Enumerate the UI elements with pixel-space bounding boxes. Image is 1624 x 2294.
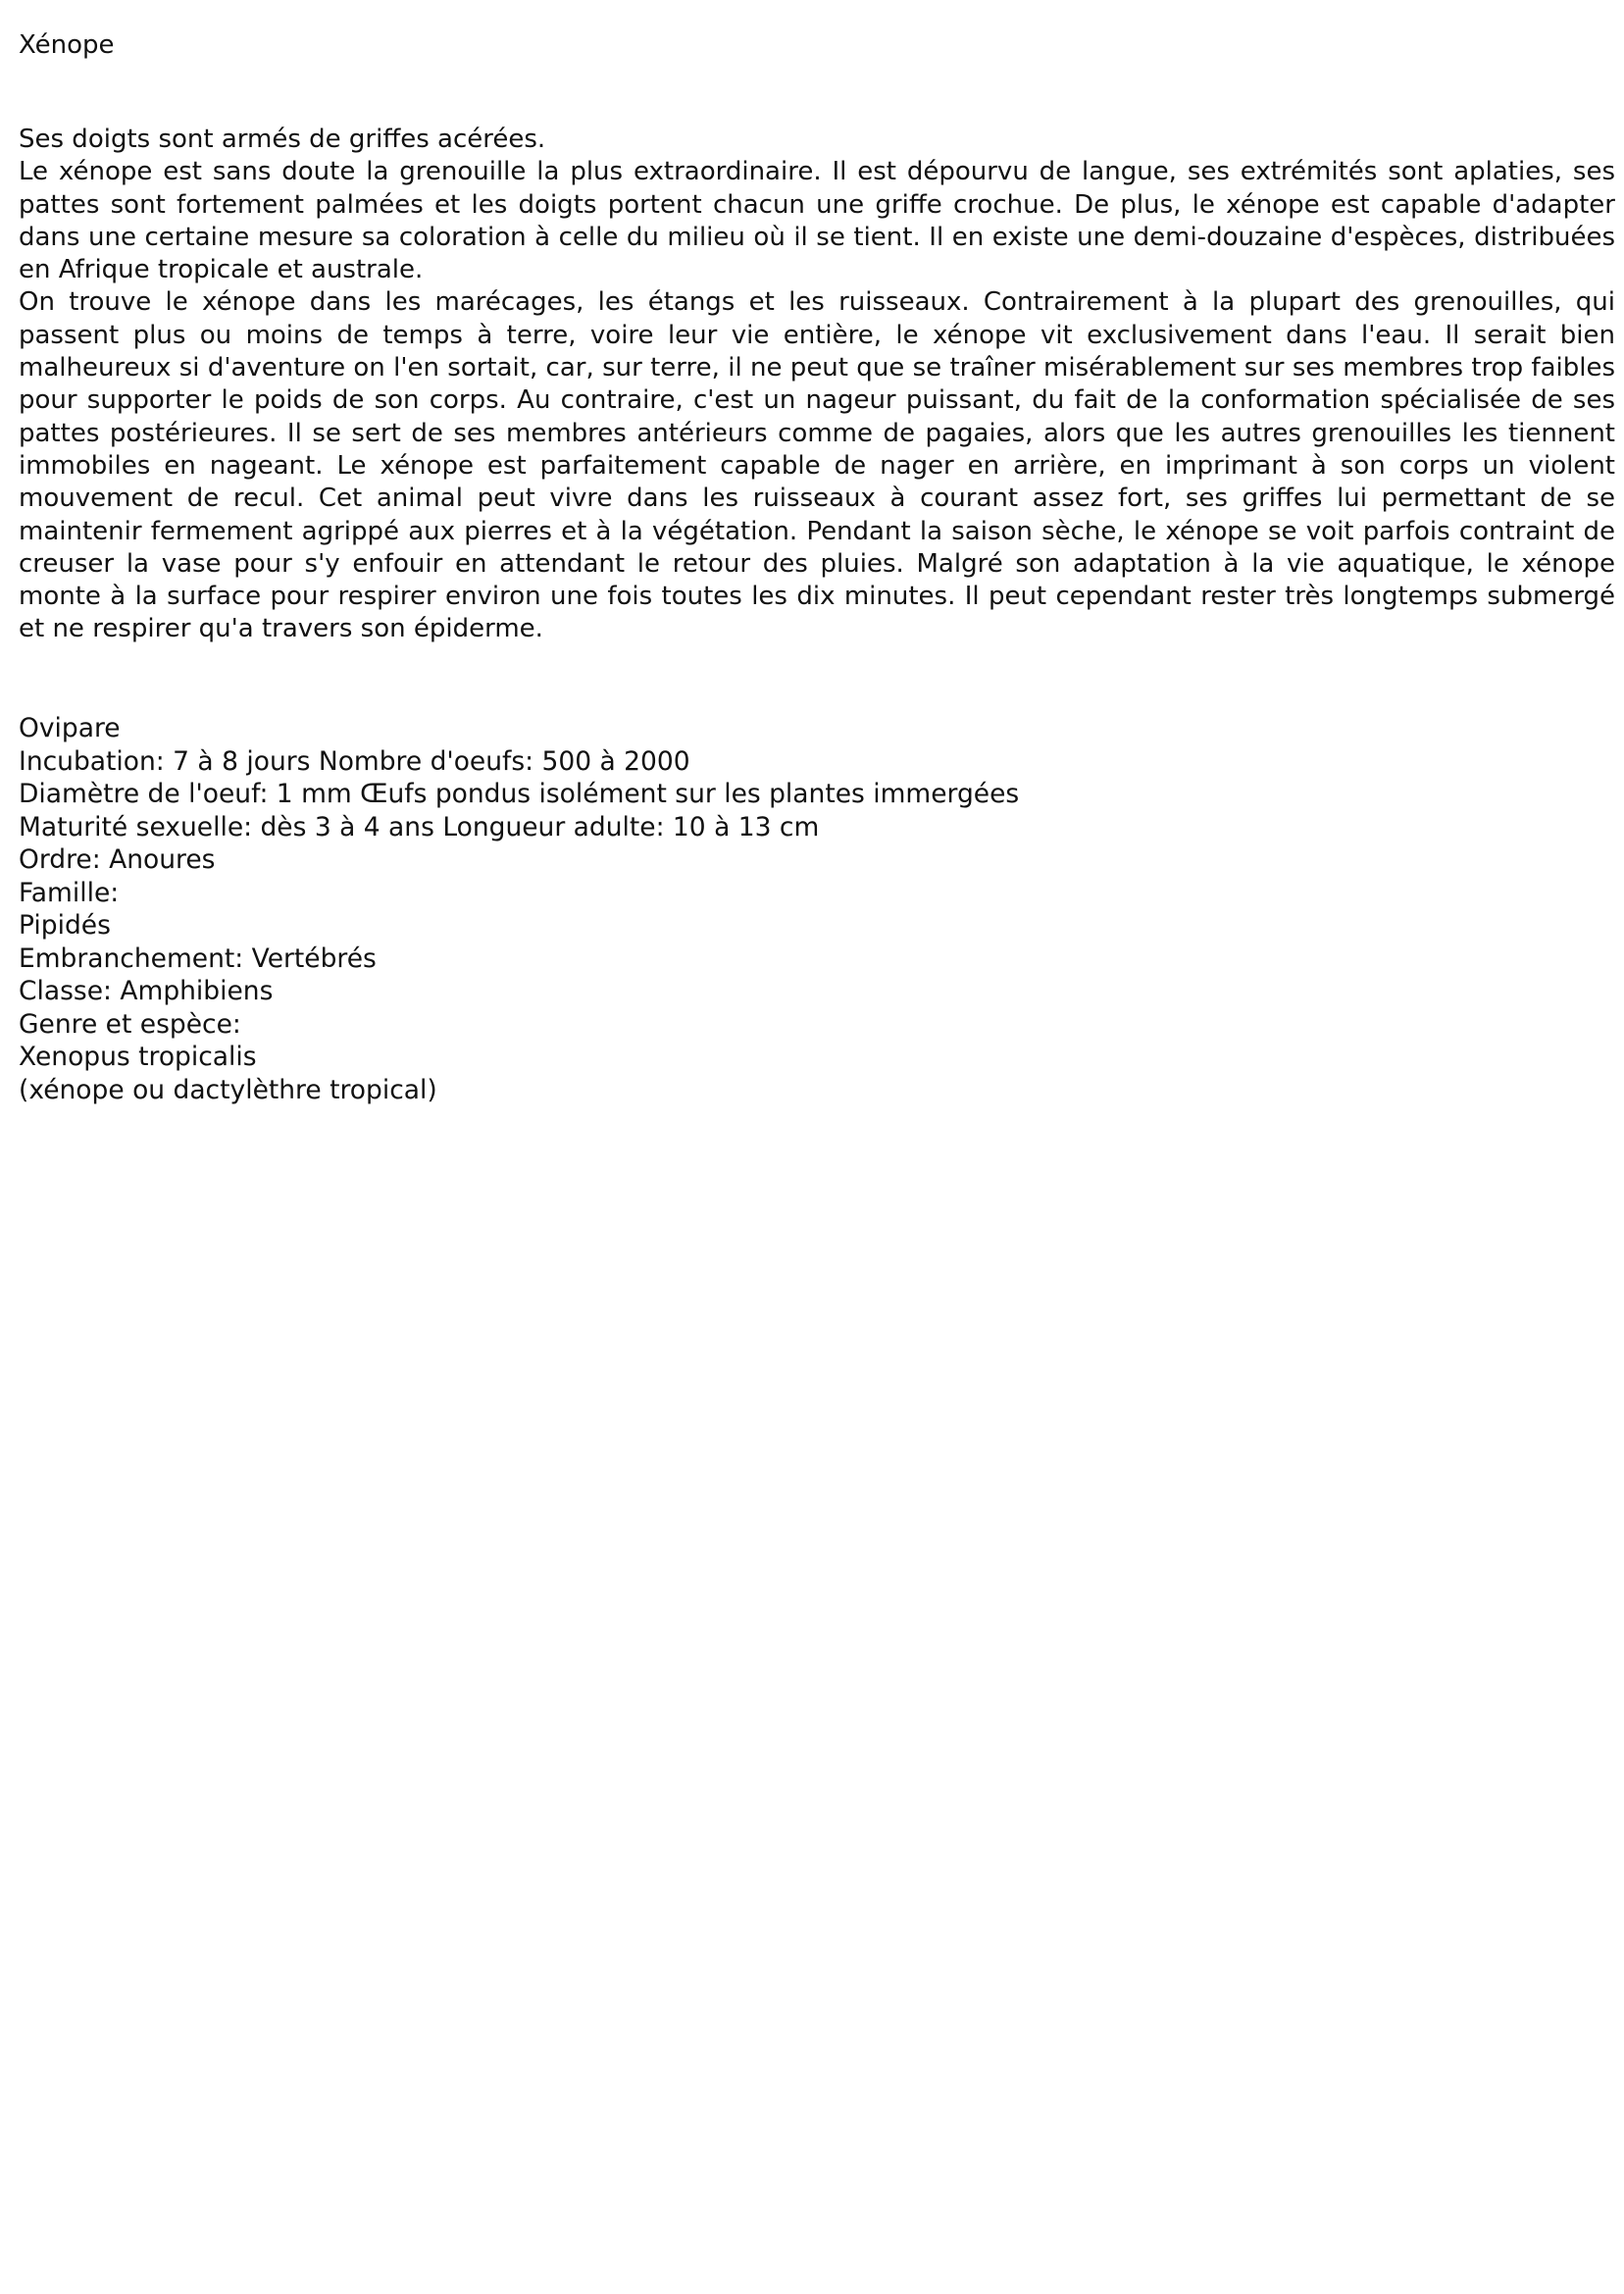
fact-class: Classe: Amphibiens: [19, 976, 274, 1006]
paragraph-habitat: On trouve le xénope dans les marécages, les étangs et les ruisseaux. Contrairement à la plupart des grenouilles, qui passent plus ou moins de temps à terre, voire leur vie entière, le xénope vit exclusivement dans l'eau. Il serait bien malheureux si d'aventure on l'en sortait, car, sur terre, il ne peut que se traîner misérablement sur ses membres trop faibles pour supporter le poids de son corps. Au contraire, c'est un nageur puissant, du fait de la conformation spécialisée de ses pattes postérieures. Il se sert de ses membres antérieurs comme de pagaies, alors que les autres grenouilles les tiennent immobiles en nageant. Le xénope est parfaitement capable de nager en arrière, en imprimant à son corps un violent mouvement de recul. Cet animal peut vivre dans les ruisseaux à courant assez fort, ses griffes lui permettant de se maintenir fermement agrippé aux pierres et à la végétation. Pendant la saison sèche, le xénope se voit parfois contraint de creuser la vase pour s'y enfouir en attendant le retour des pluies. Malgré son adaptation à la vie aquatique, le xénope monte à la surface pour respirer environ une fois toutes les dix minutes. Il peut cependant rester très longtemps submergé et ne respirer qu'a travers son épiderme.: [19, 287, 1615, 644]
paragraph-description: Le xénope est sans doute la grenouille la plus extraordinaire. Il est dépourvu de langue, ses extrémités sont aplaties, ses pattes sont fortement palmées et les doigts portent chacun une griffe crochue. De plus, le xénope est capable d'adapter dans une certaine mesure sa coloration à celle du milieu où il se tient. Il en existe une demi-douzaine d'espèces, distribuées en Afrique tropicale et australe.: [19, 157, 1615, 285]
fact-common-name: (xénope ou dactylèthre tropical): [19, 1074, 437, 1105]
fact-species-label: Genre et espèce:: [19, 1008, 241, 1040]
paragraph-intro: Ses doigts sont armés de griffes acérées.: [19, 125, 546, 154]
fact-order: Ordre: Anoures: [19, 844, 216, 875]
document-title: Xénope: [19, 30, 115, 60]
fact-family-value: Pipidés: [19, 910, 111, 941]
fact-phylum: Embranchement: Vertébrés: [19, 943, 377, 974]
fact-species-value: Xenopus tropicalis: [19, 1042, 257, 1072]
fact-family-label: Famille:: [19, 877, 120, 908]
fact-incubation: Incubation: 7 à 8 jours Nombre d'oeufs: 500 à 2000: [19, 745, 690, 777]
fact-maturity: Maturité sexuelle: dès 3 à 4 ans Longueur adulte: 10 à 13 cm: [19, 811, 820, 842]
fact-egg-diameter: Diamètre de l'oeuf: 1 mm Œufs pondus isolément sur les plantes immergées: [19, 779, 1020, 809]
fact-reproduction: Ovipare: [19, 713, 121, 743]
body-text: [19, 124, 1615, 646]
facts-list: [19, 712, 1019, 1106]
